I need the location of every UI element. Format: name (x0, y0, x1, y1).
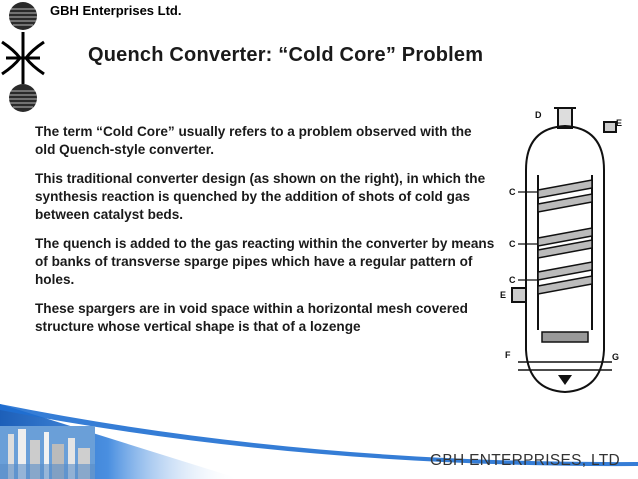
quench-converter-diagram (498, 100, 630, 405)
body-text (35, 123, 495, 347)
logo-circle-top (9, 2, 37, 30)
diagram-label-e-side: E (500, 290, 507, 300)
paragraph-cold-core-definition: The term “Cold Core” usually refers to a problem observed with the old Quench-style converter. (35, 124, 472, 157)
diagram-label-d: D (535, 110, 542, 120)
diagram-label-c2: C (509, 239, 516, 249)
paragraph-lozenge-structure: These spargers are in void space within a horizontal mesh covered structure whose vertical shape is that of a lozenge (35, 301, 468, 334)
logo-cross-mark (2, 32, 44, 84)
diagram-label-c3: C (509, 275, 516, 285)
diagram-label-g: G (612, 352, 620, 362)
company-name-footer: GBH ENTERPRISES, LTD (430, 452, 621, 469)
diagram-label-f: F (505, 350, 511, 360)
paragraph-converter-design: This traditional converter design (as shown on the right), in which the synthesis reaction is quenched by the addition of shots of cold gas between catalyst beds. (35, 171, 486, 222)
slide-title: Quench Converter: “Cold Core” Problem (88, 44, 484, 66)
diagram-label-e-top: E (616, 118, 623, 128)
paragraph-quench-spargers: The quench is added to the gas reacting within the converter by means of banks of transverse sparge pipes which have a regular pattern of holes. (35, 236, 495, 287)
company-name-header: GBH Enterprises Ltd. (50, 3, 182, 18)
diagram-label-c1: C (509, 187, 516, 197)
logo-circle-bottom (9, 84, 37, 112)
industrial-plant-image (0, 426, 95, 479)
company-logo (0, 0, 48, 120)
